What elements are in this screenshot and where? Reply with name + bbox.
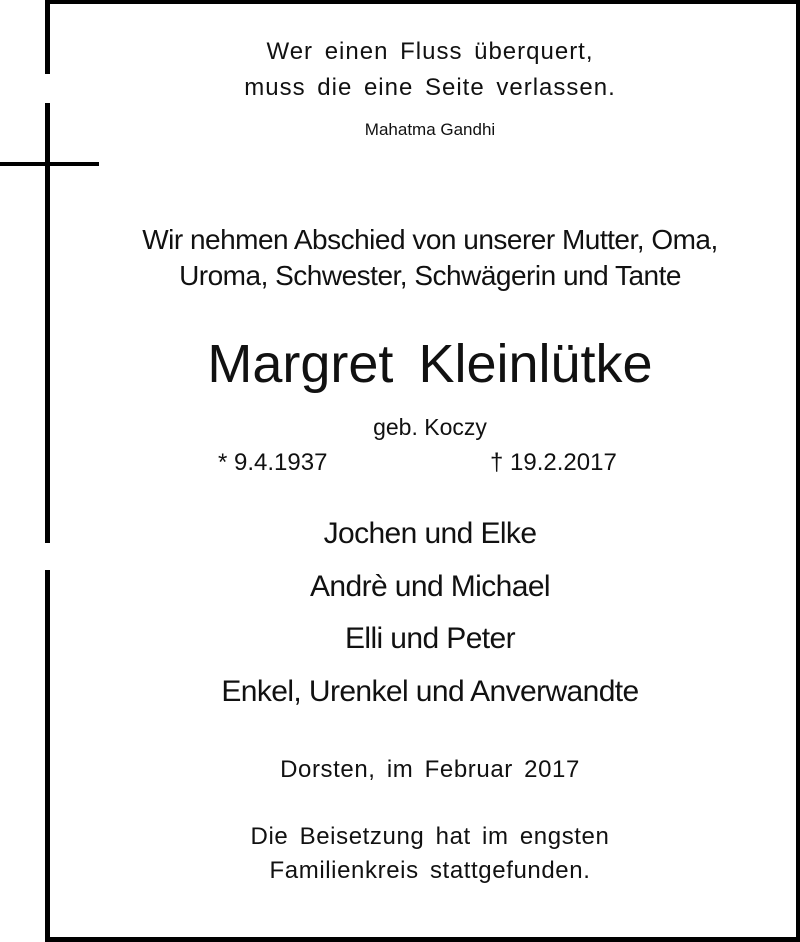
frame-bottom	[45, 937, 800, 942]
birth-date: * 9.4.1937	[218, 449, 328, 476]
death-date: † 19.2.2017	[490, 449, 617, 476]
deceased-name: Margret Kleinlütke	[207, 334, 653, 394]
mourner-line: Jochen und Elke	[323, 517, 537, 550]
quote-author: Mahatma Gandhi	[364, 120, 496, 139]
cross-vertical	[45, 103, 50, 543]
intro-line-1: Wir nehmen Abschied von unserer Mutter, Oma,	[142, 224, 718, 255]
frame-right	[796, 0, 800, 942]
burial-line-1: Die Beisetzung hat im engsten	[250, 823, 610, 850]
cross-horizontal	[0, 162, 99, 166]
mourner-line: Enkel, Urenkel und Anverwandte	[221, 675, 639, 708]
mourner-line: Elli und Peter	[344, 622, 516, 655]
mourner-line: Andrè und Michael	[310, 570, 550, 603]
birth-name: geb. Koczy	[373, 414, 487, 440]
intro-line-2: Uroma, Schwester, Schwägerin und Tante	[179, 260, 681, 291]
frame-top	[45, 0, 800, 4]
burial-line-2: Familienkreis stattgefunden.	[269, 857, 591, 884]
quote-line-1: Wer einen Fluss überquert,	[266, 38, 594, 65]
place-date: Dorsten, im Februar 2017	[280, 756, 580, 783]
quote-line-2: muss die eine Seite verlassen.	[244, 74, 616, 101]
